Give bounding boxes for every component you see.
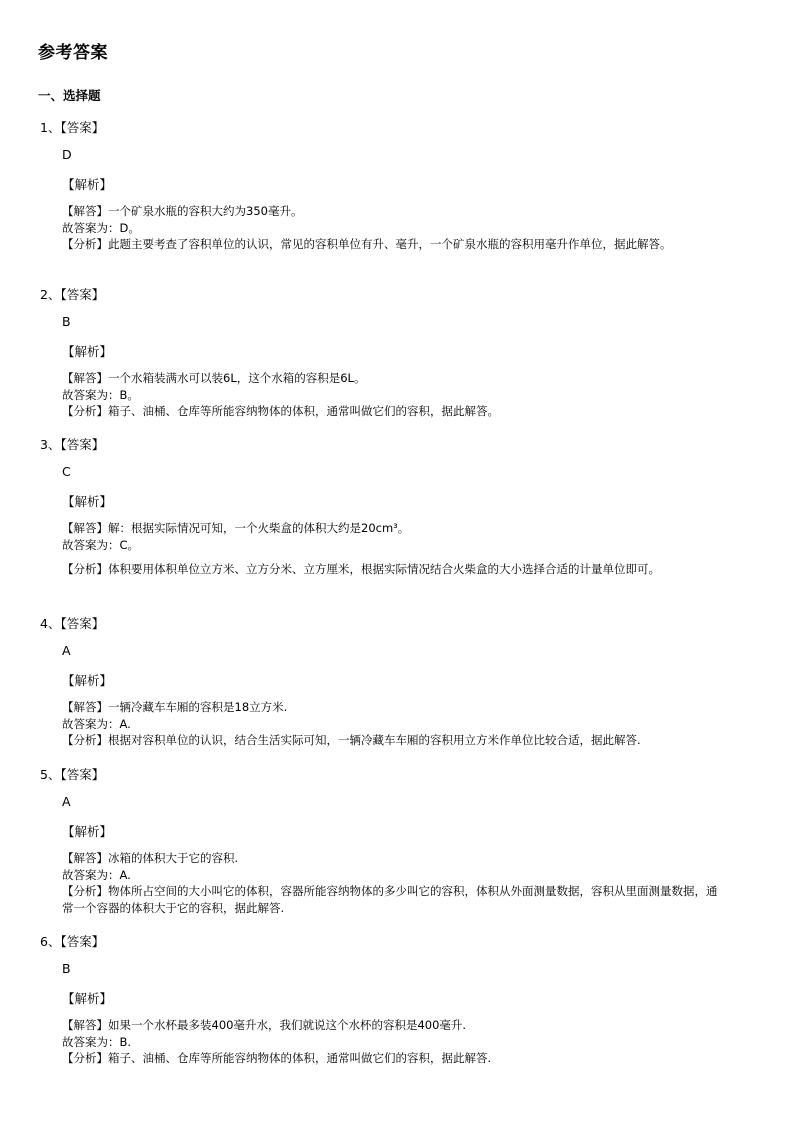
analysis-line: 【分析】体积要用体积单位立方米、立方分米、立方厘米，根据实际情况结合火柴盒的大小选择合适的计量单位即可。 [62, 562, 660, 576]
section-title: 一、选择题 [38, 88, 101, 103]
analysis-line: 【分析】此题主要考查了容积单位的认识，常见的容积单位有升、毫升，一个矿泉水瓶的容积用毫升作单位，据此解答。 [62, 237, 672, 251]
question-2-header [40, 285, 104, 303]
answer-line: 故答案为：B。 [62, 387, 139, 402]
question-6-analysis-label: 【解析】 [62, 991, 113, 1006]
answer-line: 故答案为：A. [62, 716, 131, 731]
answer-tag: 【答案】 [60, 616, 105, 631]
answer-line: 故答案为：C。 [62, 537, 140, 552]
answer-tag: 【答案】 [60, 287, 105, 302]
question-3-analysis [62, 520, 722, 578]
question-3-choice: C [62, 464, 71, 479]
question-6-analysis [62, 1017, 722, 1067]
question-1-choice: D [62, 147, 72, 162]
question-number: 4、 [40, 616, 61, 631]
question-2-choice: B [62, 314, 71, 329]
answer-tag: 【答案】 [60, 120, 105, 135]
solution-line: 【解答】解：根据实际情况可知，一个火柴盒的体积大约是20cm³。 [62, 521, 410, 535]
question-4-header [40, 614, 104, 632]
question-6-choice: B [62, 961, 71, 976]
question-2-analysis [62, 370, 722, 420]
question-5-choice: A [62, 794, 71, 809]
analysis-line: 【分析】箱子、油桶、仓库等所能容纳物体的体积，通常叫做它们的容积，据此解答。 [62, 404, 499, 418]
question-6-header [40, 932, 104, 950]
analysis-line: 【分析】物体所占空间的大小叫它的体积，容器所能容纳物体的多少叫它的容积，体积从外面测量数据，容积从里面测量数据，通常一个容器的体积大于它的容积，据此解答. [62, 884, 718, 915]
solution-line: 【解答】一个矿泉水瓶的容积大约为350毫升。 [62, 204, 303, 218]
question-1-analysis-label: 【解析】 [62, 177, 113, 192]
question-number: 3、 [40, 437, 61, 452]
question-number: 1、 [40, 120, 61, 135]
question-4-analysis-label: 【解析】 [62, 673, 113, 688]
answer-line: 故答案为：B. [62, 1034, 132, 1049]
question-1-header [40, 118, 104, 136]
page-title: 参考答案 [38, 43, 108, 63]
question-4-choice: A [62, 643, 71, 658]
answer-line: 故答案为：D。 [62, 220, 140, 235]
question-3-analysis-label: 【解析】 [62, 494, 113, 509]
analysis-line: 【分析】箱子、油桶、仓库等所能容纳物体的体积，通常叫做它们的容积，据此解答. [62, 1051, 492, 1065]
question-number: 5、 [40, 767, 61, 782]
question-1-analysis [62, 203, 722, 253]
answer-tag: 【答案】 [60, 934, 105, 949]
question-number: 6、 [40, 934, 61, 949]
analysis-line: 【分析】根据对容积单位的认识，结合生活实际可知，一辆冷藏车车厢的容积用立方米作单位比较合适，据此解答. [62, 733, 641, 747]
answer-line: 故答案为：A. [62, 867, 131, 882]
question-number: 2、 [40, 287, 61, 302]
answer-tag: 【答案】 [60, 767, 105, 782]
answer-tag: 【答案】 [60, 437, 105, 452]
solution-line: 【解答】一辆冷藏车车厢的容积是18立方米. [62, 700, 288, 714]
question-3-header [40, 435, 104, 453]
solution-line: 【解答】冰箱的体积大于它的容积. [62, 851, 239, 865]
question-5-analysis-label: 【解析】 [62, 824, 113, 839]
solution-line: 【解答】一个水箱装满水可以装6L，这个水箱的容积是6L。 [62, 371, 366, 385]
solution-line: 【解答】如果一个水杯最多装400毫升水，我们就说这个水杯的容积是400毫升. [62, 1018, 467, 1032]
question-4-analysis [62, 699, 722, 749]
question-5-analysis [62, 850, 722, 916]
question-5-header [40, 765, 104, 783]
question-2-analysis-label: 【解析】 [62, 344, 113, 359]
